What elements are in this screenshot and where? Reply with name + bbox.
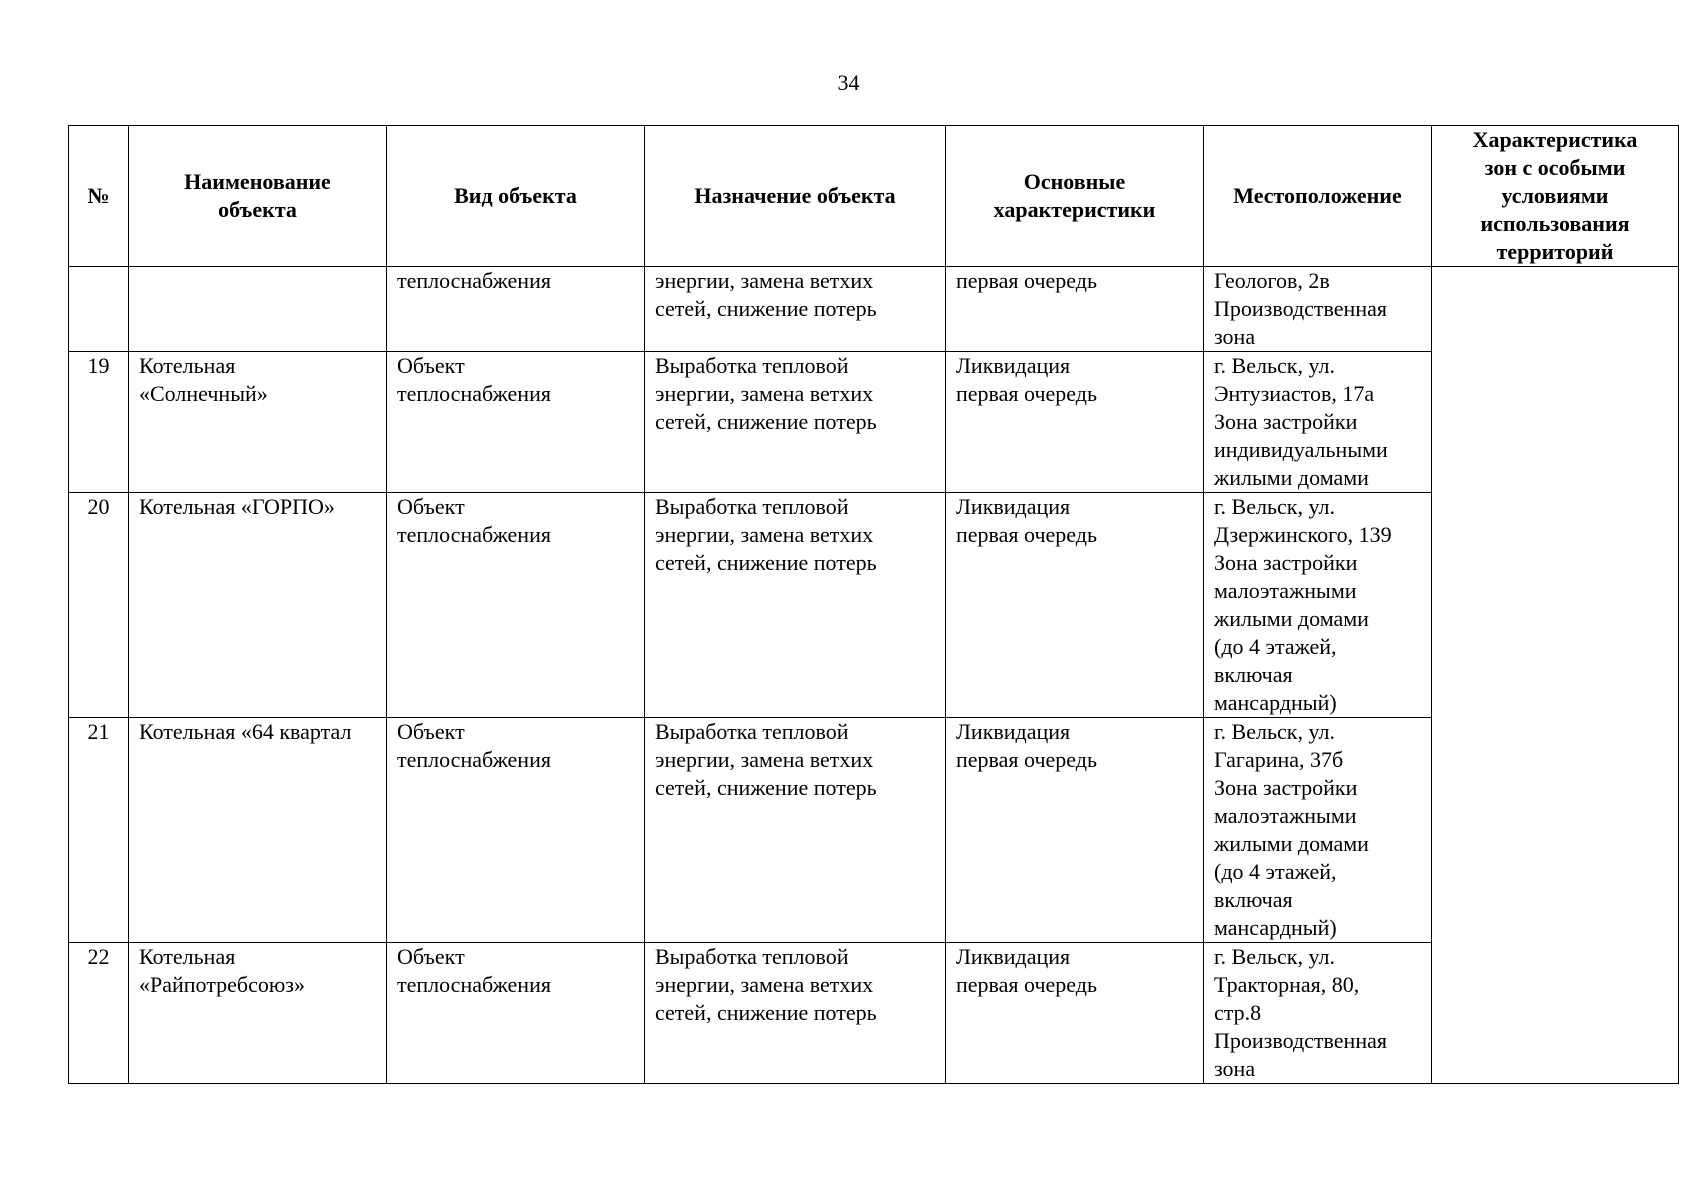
page-number: 34 (837, 70, 860, 95)
cell-location: Геологов, 2в Производственная зона (1204, 267, 1432, 352)
header-cell-location: Местоположение (1204, 126, 1432, 267)
header-cell-name: Наименование объекта (129, 126, 387, 267)
cell-name: Котельная «Солнечный» (129, 352, 387, 493)
cell-location: г. Вельск, ул. Энтузиастов, 17а Зона застройки индивидуальными жилыми домами (1204, 352, 1432, 493)
cell-number: 21 (69, 718, 129, 943)
table-row (69, 267, 1679, 352)
objects-table (68, 125, 1679, 1084)
cell-location: г. Вельск, ул. Тракторная, 80, стр.8 Производственная зона (1204, 943, 1432, 1084)
cell-name (129, 267, 387, 352)
header-cell-zones: Характеристика зон с особыми условиями использования территорий (1432, 126, 1679, 267)
cell-type: Объект теплоснабжения (387, 943, 645, 1084)
cell-name: Котельная «64 квартал (129, 718, 387, 943)
cell-location: г. Вельск, ул. Дзержинского, 139 Зона застройки малоэтажными жилыми домами (до 4 этажей, включая мансардный) (1204, 493, 1432, 718)
cell-characteristics: первая очередь (946, 267, 1204, 352)
cell-number: 20 (69, 493, 129, 718)
cell-purpose: Выработка тепловой энергии, замена ветхих сетей, снижение потерь (645, 943, 946, 1084)
header-cell-purpose: Назначение объекта (645, 126, 946, 267)
cell-purpose: Выработка тепловой энергии, замена ветхих сетей, снижение потерь (645, 718, 946, 943)
cell-type: теплоснабжения (387, 267, 645, 352)
cell-characteristics: Ликвидация первая очередь (946, 943, 1204, 1084)
cell-characteristics: Ликвидация первая очередь (946, 352, 1204, 493)
cell-name: Котельная «ГОРПО» (129, 493, 387, 718)
header-cell-characteristics: Основные характеристики (946, 126, 1204, 267)
cell-name: Котельная «Райпотребсоюз» (129, 943, 387, 1084)
cell-number (69, 267, 129, 352)
header-cell-type: Вид объекта (387, 126, 645, 267)
cell-type: Объект теплоснабжения (387, 493, 645, 718)
header-cell-number: № (69, 126, 129, 267)
cell-characteristics: Ликвидация первая очередь (946, 718, 1204, 943)
cell-type: Объект теплоснабжения (387, 352, 645, 493)
cell-purpose: Выработка тепловой энергии, замена ветхих сетей, снижение потерь (645, 493, 946, 718)
cell-purpose: энергии, замена ветхих сетей, снижение потерь (645, 267, 946, 352)
cell-number: 19 (69, 352, 129, 493)
cell-purpose: Выработка тепловой энергии, замена ветхих сетей, снижение потерь (645, 352, 946, 493)
cell-type: Объект теплоснабжения (387, 718, 645, 943)
cell-zones-merged (1432, 267, 1679, 1084)
cell-characteristics: Ликвидация первая очередь (946, 493, 1204, 718)
cell-location: г. Вельск, ул. Гагарина, 37б Зона застройки малоэтажными жилыми домами (до 4 этажей, включая мансардный) (1204, 718, 1432, 943)
table-header-row (69, 126, 1679, 267)
cell-number: 22 (69, 943, 129, 1084)
